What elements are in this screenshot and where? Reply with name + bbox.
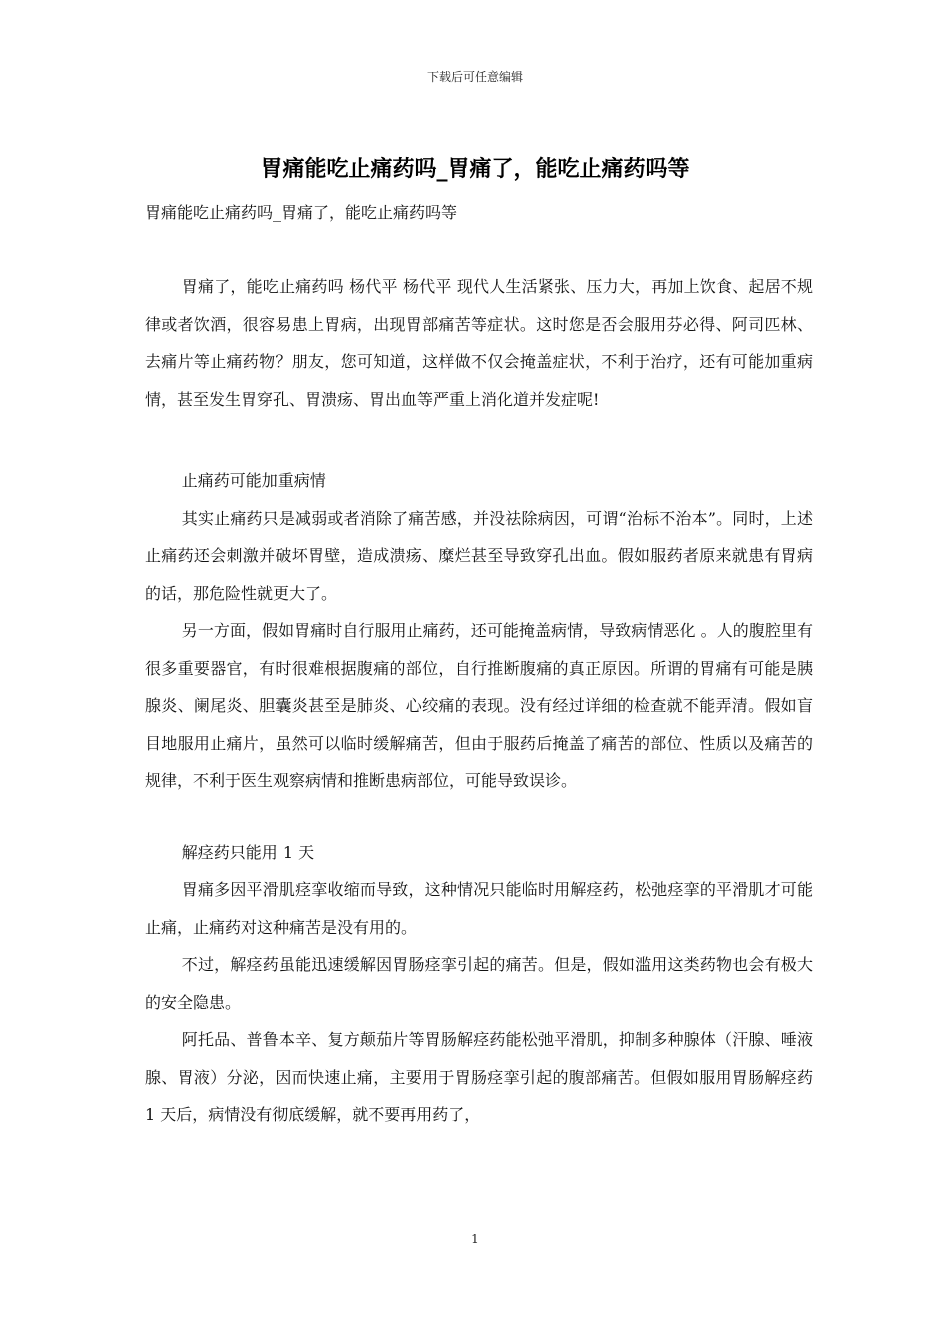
paragraph: 其实止痛药只是减弱或者消除了痛苦感，并没祛除病因，可谓“治标不治本”。同时，上述止痛药还会刺激并破坏胃壁，造成溃疡、糜烂甚至导致穿孔出血。假如服药者原来就患有胃病的话，那危险性就更大了。 [145,508,813,603]
document-subtitle: 胃痛能吃止痛药吗_胃痛了，能吃止痛药吗等 [145,203,458,222]
document-title: 胃痛能吃止痛药吗_胃痛了，能吃止痛药吗等 [260,157,690,182]
paragraph: 另一方面，假如胃痛时自行服用止痛药，还可能掩盖病情，导致病情恶化 。人的腹腔里有很多重要器官，有时很难根据腹痛的部位，自行推断腹痛的真正原因。所谓的胃痛有可能是胰腺炎、阑尾炎、胆囊炎甚至是肺炎、心绞痛的表现。没有经过详细的检查就不能弄清。假如盲目地服用止痛片，虽然可以临时缓解痛苦，但由于服药后掩盖了痛苦的部位、性质以及痛苦的规律，不利于医生观察病情和推断患病部位，可能导致误诊。 [145,621,813,790]
intro-paragraph: 胃痛了，能吃止痛药吗 杨代平 杨代平 现代人生活紧张、压力大，再加上饮食、起居不规律或者饮酒，很容易患上胃病，出现胃部痛苦等症状。这时您是否会服用芬必得、阿司匹林、去痛片等止痛药物？朋友，您可知道，这样做不仅会掩盖症状，不利于治疗，还有可能加重病情，甚至发生胃穿孔、胃溃疡、胃出血等严重上消化道并发症呢! [145,277,813,409]
paragraph: 不过，解痉药虽能迅速缓解因胃肠痉挛引起的痛苦。但是，假如滥用这类药物也会有极大的安全隐患。 [145,955,813,1012]
section-heading-painkillers: 止痛药可能加重病情 [181,471,326,490]
document-body [145,268,813,1134]
page-header: 下载后可任意编辑 [426,70,523,84]
page-number: 1 [471,1232,479,1246]
section-heading-antispasmodics: 解痉药只能用 1 天 [181,842,315,862]
paragraph: 阿托品、普鲁本辛、复方颠茄片等胃肠解痉药能松弛平滑肌，抑制多种腺体（汗腺、唾液腺、胃液）分泌，因而快速止痛，主要用于胃肠痉挛引起的腹部痛苦。但假如服用胃肠解痉药 1 天后，病情没有彻底缓解，就不要再用药了， [145,1030,813,1124]
paragraph: 胃痛多因平滑肌痉挛收缩而导致，这种情况只能临时用解痉药，松弛痉挛的平滑肌才可能止痛，止痛药对这种痛苦是没有用的。 [145,880,813,937]
